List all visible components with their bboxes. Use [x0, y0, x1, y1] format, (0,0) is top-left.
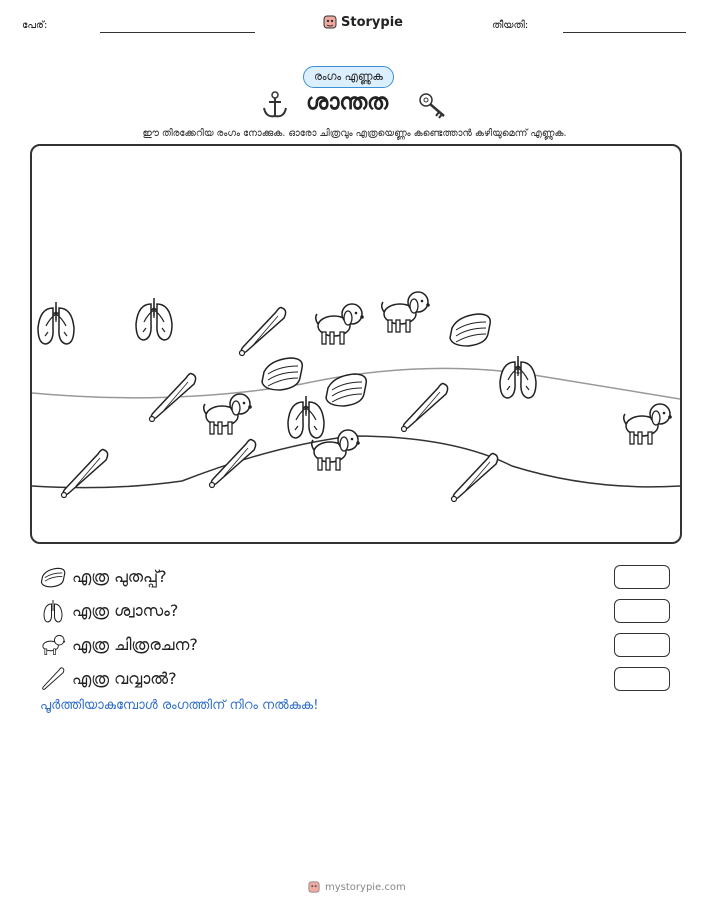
answer-box[interactable]	[614, 565, 670, 589]
footer-site	[308, 880, 406, 894]
activity-pill: രംഗം എണ്ണുക	[303, 66, 394, 88]
lungs-2	[136, 298, 172, 340]
question-text: എത്ര ചിത്രരചന?	[72, 635, 198, 654]
storypie-mascot-icon	[323, 14, 337, 30]
puppy-5	[624, 404, 672, 444]
puppy-1	[316, 304, 364, 344]
bat-3	[62, 450, 108, 498]
puppy-2	[382, 292, 430, 332]
lungs-1	[38, 302, 74, 344]
page-title: ശാന്തത	[306, 90, 389, 115]
question-row-blanket	[40, 560, 670, 594]
answer-box[interactable]	[614, 599, 670, 623]
question-list	[40, 560, 670, 696]
brand-logo	[323, 14, 403, 30]
question-text: എത്ര വവ്വാൽ?	[72, 669, 177, 688]
bat-5	[402, 384, 448, 432]
key-icon	[418, 92, 448, 124]
instructions: ഈ തിരക്കേറിയ രംഗം നോക്കുക. ഓരോ ചിത്രവും എത്രയെണ്ണം കണ്ടെത്താൻ കഴിയുമെന്ന് എണ്ണുക.	[142, 128, 567, 139]
name-field[interactable]	[100, 32, 255, 33]
date-label: തീയതി:	[492, 20, 529, 31]
bat-4	[210, 440, 256, 488]
question-text: എത്ര ശ്വാസം?	[72, 601, 179, 620]
baseball-bat-icon	[40, 667, 66, 691]
puppy-icon	[40, 634, 66, 656]
date-field[interactable]	[563, 32, 686, 33]
blanket-2	[262, 358, 302, 390]
question-text: എത്ര പുതപ്പ്?	[72, 567, 167, 586]
blanket-1	[450, 314, 490, 346]
lungs-3	[288, 396, 324, 438]
question-row-bat	[40, 662, 670, 696]
puppy-3	[204, 394, 252, 434]
brand-name: Storypie	[341, 14, 403, 30]
storypie-mascot-icon	[308, 880, 320, 894]
name-label: പേര്:	[22, 20, 48, 31]
question-row-lungs	[40, 594, 670, 628]
blanket-icon	[40, 566, 66, 588]
answer-box[interactable]	[614, 667, 670, 691]
lungs-icon	[40, 599, 66, 623]
completion-note: പൂർത്തിയാകുമ്പോൾ രംഗത്തിന് നിറം നൽകുക!	[40, 698, 319, 713]
scene-illustration	[32, 146, 680, 542]
bat-1	[240, 308, 286, 356]
bat-6	[452, 454, 498, 502]
footer-site-text: mystorypie.com	[325, 881, 406, 893]
lungs-4	[500, 356, 536, 398]
question-row-puppy	[40, 628, 670, 662]
answer-box[interactable]	[614, 633, 670, 657]
anchor-icon	[260, 90, 290, 124]
scene-panel	[30, 144, 682, 544]
